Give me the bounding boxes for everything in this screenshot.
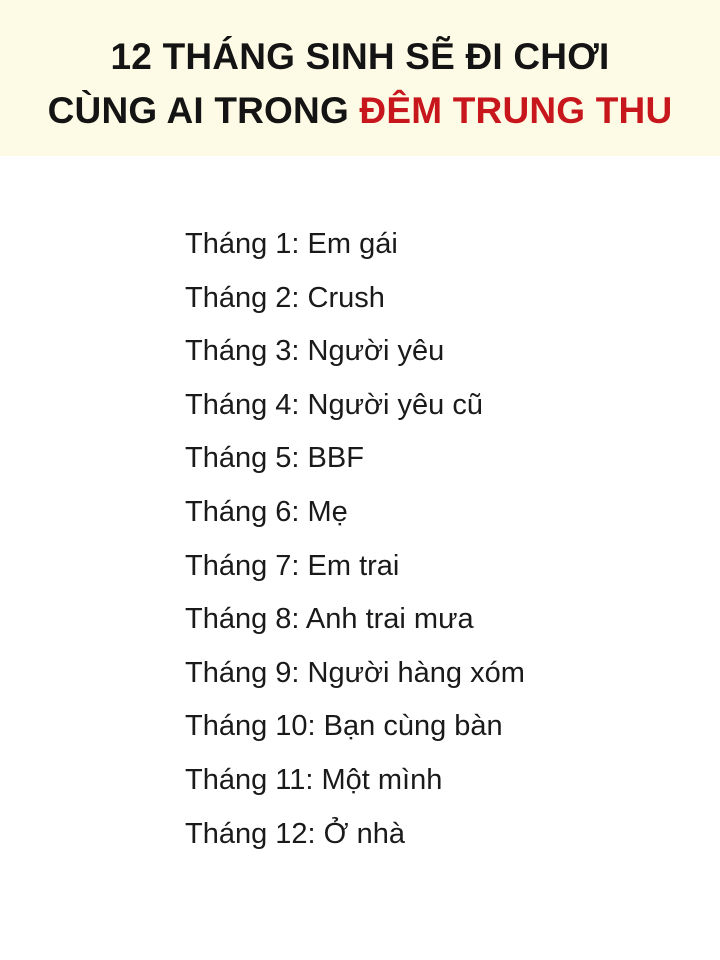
header-banner [0, 0, 720, 156]
month-list [185, 222, 525, 865]
title-line-2 [0, 90, 720, 132]
list-item-month-11: Tháng 11: Một mình [185, 763, 443, 796]
list-item-month-12: Tháng 12: Ở nhà [185, 817, 405, 850]
list-item-month-4: Tháng 4: Người yêu cũ [185, 388, 483, 421]
list-item-month-2: Tháng 2: Crush [185, 281, 385, 314]
list-item-month-7: Tháng 7: Em trai [185, 549, 400, 582]
title-line-1: 12 THÁNG SINH SẼ ĐI CHƠI [110, 36, 610, 77]
list-item-month-10: Tháng 10: Bạn cùng bàn [185, 710, 503, 743]
list-item-month-5: Tháng 5: BBF [185, 442, 364, 475]
list-item-month-3: Tháng 3: Người yêu [185, 335, 445, 368]
list-item-month-8: Tháng 8: Anh trai mưa [185, 603, 474, 636]
list-item-month-6: Tháng 6: Mẹ [185, 495, 348, 528]
list-item-month-1: Tháng 1: Em gái [185, 228, 398, 260]
list-item-month-9: Tháng 9: Người hàng xóm [185, 656, 525, 689]
title-highlight: ĐÊM TRUNG THU [359, 90, 673, 131]
title-line-2-prefix: CÙNG AI TRONG [47, 90, 360, 131]
